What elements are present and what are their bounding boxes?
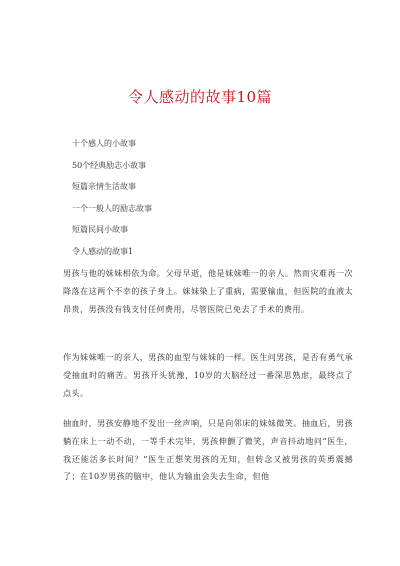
body-paragraph: 作为妹妹唯一的亲人，男孩的血型与妹妹的一样。医生问男孩，是否有勇气承受抽血时的痛苦。男孩开头犹豫，10岁的大脑经过一番深思熟虑，最终点了点头。 — [63, 352, 353, 398]
body-paragraph: 抽血时，男孩安静地不发出一丝声响，只是向邻床的妹妹微笑。抽血后，男孩躺在床上一动不动，一等手术完毕，男孩伸颤了微笑，声音抖动地问“医生，我还能活多长时间？”医生正想笑男孩的无知，但转念又被男孩的英勇震撼了；在10岁男孩的脑中，他认为输血会失去生命，但他 — [63, 418, 353, 482]
document-title: 令人感动的故事10篇 — [127, 88, 273, 106]
list-item[interactable]: 短篇亲情生活故事 — [72, 182, 136, 191]
list-item[interactable]: 50个经典励志小故事 — [72, 160, 147, 170]
list-item[interactable]: 短篇民间小故事 — [72, 225, 128, 234]
section-heading: 令人感动的故事1 — [72, 246, 134, 256]
list-item[interactable]: 十个感人的小故事 — [72, 139, 136, 148]
list-item[interactable]: 一个一般人的励志故事 — [72, 203, 152, 213]
body-paragraph: 男孩与他的妹妹相依为命。父母早逝，他是妹妹唯一的亲人。然而灾难再一次降落在这两个不幸的孩子身上。妹妹染上了重病，需要输血，但医院的血液太昂贵，男孩没有钱支付任何费用，尽管医院已免去了手术的费用。 — [63, 268, 353, 314]
related-links-list — [72, 138, 152, 267]
